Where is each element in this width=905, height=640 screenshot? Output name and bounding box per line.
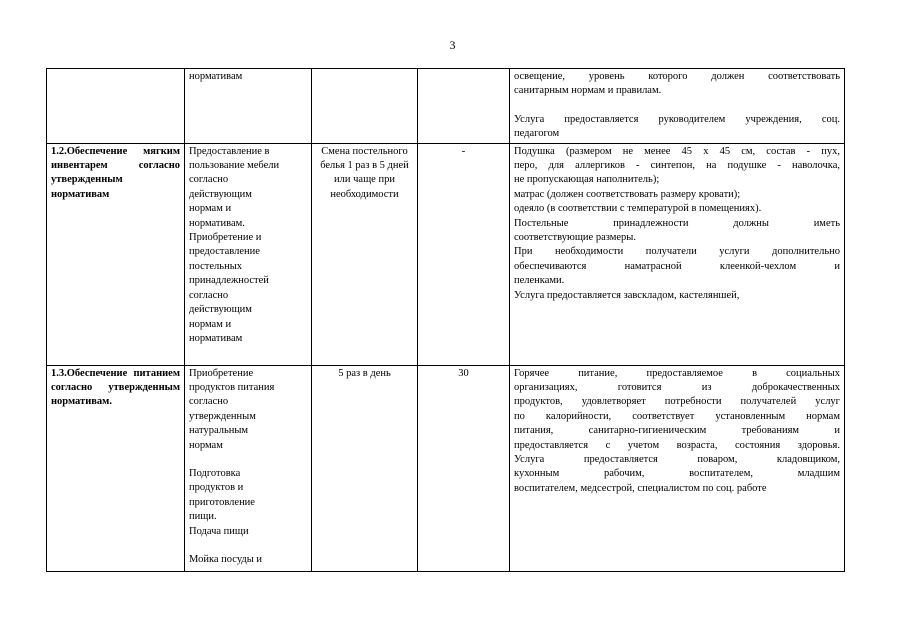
table-row (47, 143, 845, 365)
description-line: предоставляется с учетом возраста, состояния здоровья. (514, 439, 840, 451)
description-line: организациях, готовится из доброкачественных (514, 382, 840, 394)
description-line: освещение, уровень которого должен соответствовать (514, 71, 840, 82)
table-row (47, 365, 845, 571)
service-content-line: принадлежностей (189, 275, 269, 287)
description-line: питания, санитарно-гигиеническим требованиям и (514, 425, 840, 437)
quality-description-cell (510, 365, 845, 571)
page-number: 3 (449, 38, 456, 52)
service-content-line: Предоставление в (189, 145, 270, 157)
service-content-cell (185, 365, 312, 571)
service-content-line: продуктов питания (189, 382, 275, 394)
duration-cell: - (418, 143, 510, 365)
duration-cell: 30 (418, 365, 510, 571)
description-line: Услуга предоставляется поваром, кладовщиком, (514, 454, 840, 466)
description-line: педагогом (514, 128, 560, 140)
service-content-line (189, 539, 307, 553)
description-line: Услуга предоставляется руководителем учреждения, соц. (514, 113, 840, 125)
description-line: Горячее питание, предоставляемое в социальных (514, 367, 840, 379)
table-row (47, 69, 845, 144)
description-line: кухонным рабочим, воспитателем, младшим (514, 468, 840, 480)
service-content-line: Подача пищи (189, 525, 249, 537)
description-line: перо, для аллергиков - синтепон, на подушке - наволочка, (514, 160, 840, 172)
service-content-line: утвержденным (189, 410, 256, 422)
service-content-line: Мойка посуды и (189, 554, 263, 566)
frequency-cell (312, 69, 418, 144)
description-line: не пропускающая наполнитель); (514, 174, 660, 186)
description-line: продуктов, удовлетворяет потребности получателей услуг (514, 396, 840, 408)
service-content-cell (185, 69, 312, 144)
description-line: воспитателем, медсестрой, специалистом по соц. работе (514, 482, 767, 494)
service-content-line: пищи. (189, 511, 217, 523)
service-content-line: постельных (189, 260, 242, 272)
service-content-line (189, 453, 307, 467)
service-content-line: нормам (189, 439, 223, 451)
service-content-line: Приобретение и (189, 232, 262, 244)
service-content-line: Приобретение (189, 367, 254, 379)
services-table (46, 68, 845, 572)
service-content-cell (185, 143, 312, 365)
description-line: обеспечиваются наматрасной клеенкой-чехлом и (514, 260, 840, 272)
service-content-line: нормативам. (189, 217, 245, 229)
service-content-line: продуктов и (189, 482, 244, 494)
service-content-line: согласно (189, 289, 229, 301)
description-line: пеленками. (514, 275, 565, 287)
service-content-line: приготовление (189, 496, 255, 508)
description-line: одеяло (в соответствии с температурой в помещениях). (514, 203, 762, 215)
duration-cell (418, 69, 510, 144)
service-content-line: нормативам (189, 71, 243, 82)
service-content-line: пользование мебели (189, 160, 280, 172)
description-line: соответствующие размеры. (514, 232, 636, 244)
service-content-line: натуральным (189, 425, 249, 437)
description-line: санитарным нормам и правилам. (514, 85, 662, 97)
service-content-line: нормам и (189, 203, 232, 215)
quality-description-cell (510, 69, 845, 144)
frequency-cell: Смена постельного белья 1 раз в 5 дней или чаще при необходимости (312, 143, 418, 365)
description-line: При необходимости получатели услуги дополнительно (514, 246, 840, 258)
description-line: Услуга предоставляется завскладом, кастеляншей, (514, 289, 740, 301)
service-content-line: действующим (189, 188, 252, 200)
service-content-line: нормативам (189, 332, 243, 344)
description-line: матрас (должен соответствовать размеру кровати); (514, 188, 741, 200)
service-content-line: предоставление (189, 246, 260, 258)
service-name-cell: 1.2.Обеспечение мягким инвентарем согласно утвержденным нормативам (47, 143, 185, 365)
quality-description-cell (510, 143, 845, 365)
description-line: Постельные принадлежности должны иметь (514, 217, 840, 229)
service-content-line: Подготовка (189, 468, 241, 480)
description-line: Подушка (размером не менее 45 х 45 см, состав - пух, (514, 145, 840, 157)
service-name-cell (47, 69, 185, 144)
frequency-cell: 5 раз в день (312, 365, 418, 571)
service-content-line: нормам и (189, 318, 232, 330)
description-line: по калорийности, соответствует установленным нормам (514, 410, 840, 422)
service-name-cell: 1.3.Обеспечение питанием согласно утвержденным нормативам. (47, 365, 185, 571)
service-content-line: согласно (189, 174, 229, 186)
service-content-line: действующим (189, 304, 252, 316)
service-content-line: согласно (189, 396, 229, 408)
